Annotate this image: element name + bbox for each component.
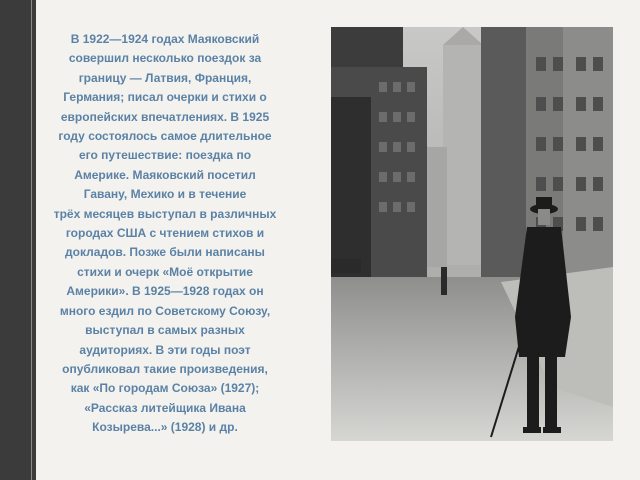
text-line: городах США с чтением стихов и <box>65 226 265 241</box>
text-line: В 1922—1924 годах Маяковский <box>70 32 260 46</box>
text-line: Козырева...» (1928) и др. <box>92 420 238 435</box>
text-line: европейских впечатлениях. В 1925 <box>60 109 270 124</box>
text-line: «Рассказ литейщика Ивана <box>84 400 246 415</box>
text-line: докладов. Позже были написаны <box>65 245 265 260</box>
text-line: Германия; писал очерки и стихи о <box>63 90 267 105</box>
biography-text <box>42 30 288 438</box>
text-line: Америке. Маяковский посетил <box>74 167 256 182</box>
text-line: Америки». В 1925—1928 годах он <box>66 284 264 299</box>
text-line: стихи и очерк «Моё открытие <box>77 264 253 279</box>
text-line: трёх месяцев выступал в различных <box>53 206 277 221</box>
text-line: его путешествие: поездка по <box>78 148 252 163</box>
text-line: как «По городам Союза» (1927); <box>70 381 260 396</box>
text-line: аудиториях. В эти годы поэт <box>79 342 251 357</box>
text-line: году состоялось самое длительное <box>58 129 272 144</box>
text-line: опубликовал такие произведения, <box>62 361 268 376</box>
text-line: Гавану, Мехико и в течение <box>83 187 247 202</box>
text-line: границу — Латвия, Франция, <box>78 70 252 85</box>
left-decorative-bar <box>0 0 36 480</box>
mayakovsky-street-photo <box>331 27 613 441</box>
left-bar-line <box>31 0 32 480</box>
text-line: выступал в самых разных <box>85 323 245 338</box>
text-line: совершил несколько поездок за <box>68 51 262 66</box>
text-line: много ездил по Советскому Союзу, <box>59 303 271 318</box>
